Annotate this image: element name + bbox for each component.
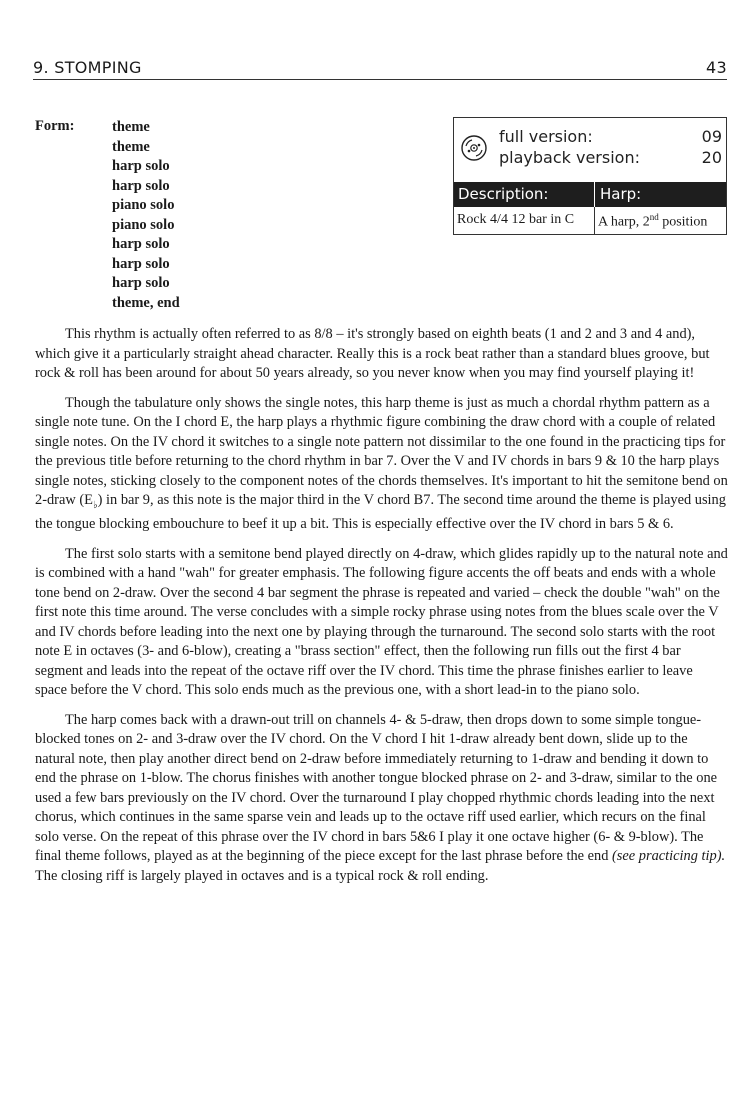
form-item: harp solo [112, 177, 170, 194]
cd-icon [461, 135, 487, 161]
form-list [112, 118, 180, 313]
value-divider [594, 207, 595, 235]
form-item: theme [112, 119, 150, 135]
harp-position-text: position [658, 214, 708, 230]
harp-value [598, 212, 707, 231]
harp-header: Harp: [600, 185, 642, 203]
paragraph-4 [35, 711, 728, 887]
form-item: piano solo [112, 216, 175, 233]
playback-version-number: 20 [701, 148, 722, 167]
form-item: theme, end [112, 294, 180, 311]
playback-version-line [499, 148, 722, 167]
chapter-title: 9. STOMPING [33, 58, 142, 77]
paragraph-4-text-a: The harp comes back with a drawn-out trill on channels 4- & 5-draw, then drops down to some simple tongue-blocked tones on 2- and 3-draw over the IV chord. On the V chord I hit 1-draw already bent down, slide up to the natural note, then play another direct bend on 2-draw before immediately returning to 1-draw and bending it down to end the phrase on 1-blow. The chorus finishes with another tongue blocked phrase on 2- and 3-draw, similar to the one used a few bars previously on the IV chord. Over the turnaround I play chopped rhythmic chords leading into the next chorus, which continues in the same sparse vein and leads up to the octave riff used earlier, which recurs on the final solo verse. On the repeat of this phrase over the IV chord in bars 5&6 I play it one octave higher (6- & 9-blow). The final theme follows, played as at the beginning of the piece except for the last phrase before the end [35, 711, 718, 865]
form-item: harp solo [112, 158, 170, 174]
harp-key: A harp, 2 [598, 214, 650, 230]
description-header: Description: [458, 185, 549, 203]
paragraph-1: This rhythm is actually often referred to as 8/8 – it's strongly based on eighth beats (1 and 2 and 3 and 4 and), which give it a particularly straight ahead character. Really this is a rock beat rather than a standard blues groove, but rock & roll has been around for about 50 years already, so you never know when you may find yourself playing it! [35, 326, 710, 381]
page-number: 43 [706, 58, 727, 77]
form-item: piano solo [112, 197, 175, 213]
form-item: harp solo [112, 236, 170, 252]
header-divider [594, 182, 595, 207]
harp-position-suffix: nd [649, 212, 659, 222]
form-label: Form: [35, 118, 75, 134]
full-version-label: full version: [499, 127, 593, 146]
full-version-number: 09 [701, 127, 722, 146]
playback-version-label: playback version: [499, 148, 640, 167]
flat-sign: ♭ [92, 499, 98, 511]
description-header-row [454, 182, 726, 207]
paragraph-2-text-a: Though the tabulature only shows the single notes, this harp theme is just as much a chordal rhythm pattern as a single note tune. On the I chord E, the harp plays a rhythmic figure combining the draw chord with a couple of related single notes. On the IV chord it switches to a single note pattern not dissimilar to the one found in the practicing tips for the previous title before returning to the chord rhythm in bar 7. Over the V and IV chords in bars 9 & 10 the harp plays single notes, sticking closely to the component notes of the chords themselves. It's important to hit the semitone bend on 2-draw (E [35, 394, 728, 508]
description-value-row [454, 207, 726, 235]
paragraph-2-text-b: ) in bar 9, as this note is the major third in the V chord B7. The second time around the theme is played using the tongue blocking embouchure to beef it up a bit. This is especially effective over the IV chord in bars 5 & 6. [35, 492, 726, 533]
form-item: theme [112, 138, 150, 155]
full-version-line [499, 127, 722, 146]
paragraph-4-text-b: The closing riff is largely played in octaves and is a typical rock & roll ending. [35, 867, 489, 884]
description-value: Rock 4/4 12 bar in C [457, 212, 575, 227]
cd-track-row [454, 118, 726, 178]
header-rule [33, 79, 727, 80]
paragraph-3: The first solo starts with a semitone bend played directly on 4-draw, which glides rapidly up to the natural note and is combined with a hand "wah" for greater emphasis. The following figure accents the off beats and ends with a whole tone bend on 2-draw. Over the second 4 bar segment the phrase is repeated and varied – check the double "wah" on the first note this time around. The verse concludes with a simple rocky phrase using notes from the blues scale over the V and IV chords before leading into the next one by playing through the turnaround. The second solo starts with the root note E in octaves (3- and 6-blow), creating a "brass section" effect, then the following run fills out the first 4 bar segment and leads into the repeat of the octave riff over the IV chord. This time the phrase finishes earlier to leave space before the V chord. This solo ends much as the previous one, with a short lead-in to the piano solo. [35, 545, 728, 699]
form-item: harp solo [112, 275, 170, 291]
track-info-box [453, 117, 727, 235]
form-item: harp solo [112, 255, 170, 272]
practicing-tip-reference: (see practicing tip). [612, 848, 726, 865]
body-text [35, 325, 728, 896]
paragraph-2 [35, 394, 728, 535]
